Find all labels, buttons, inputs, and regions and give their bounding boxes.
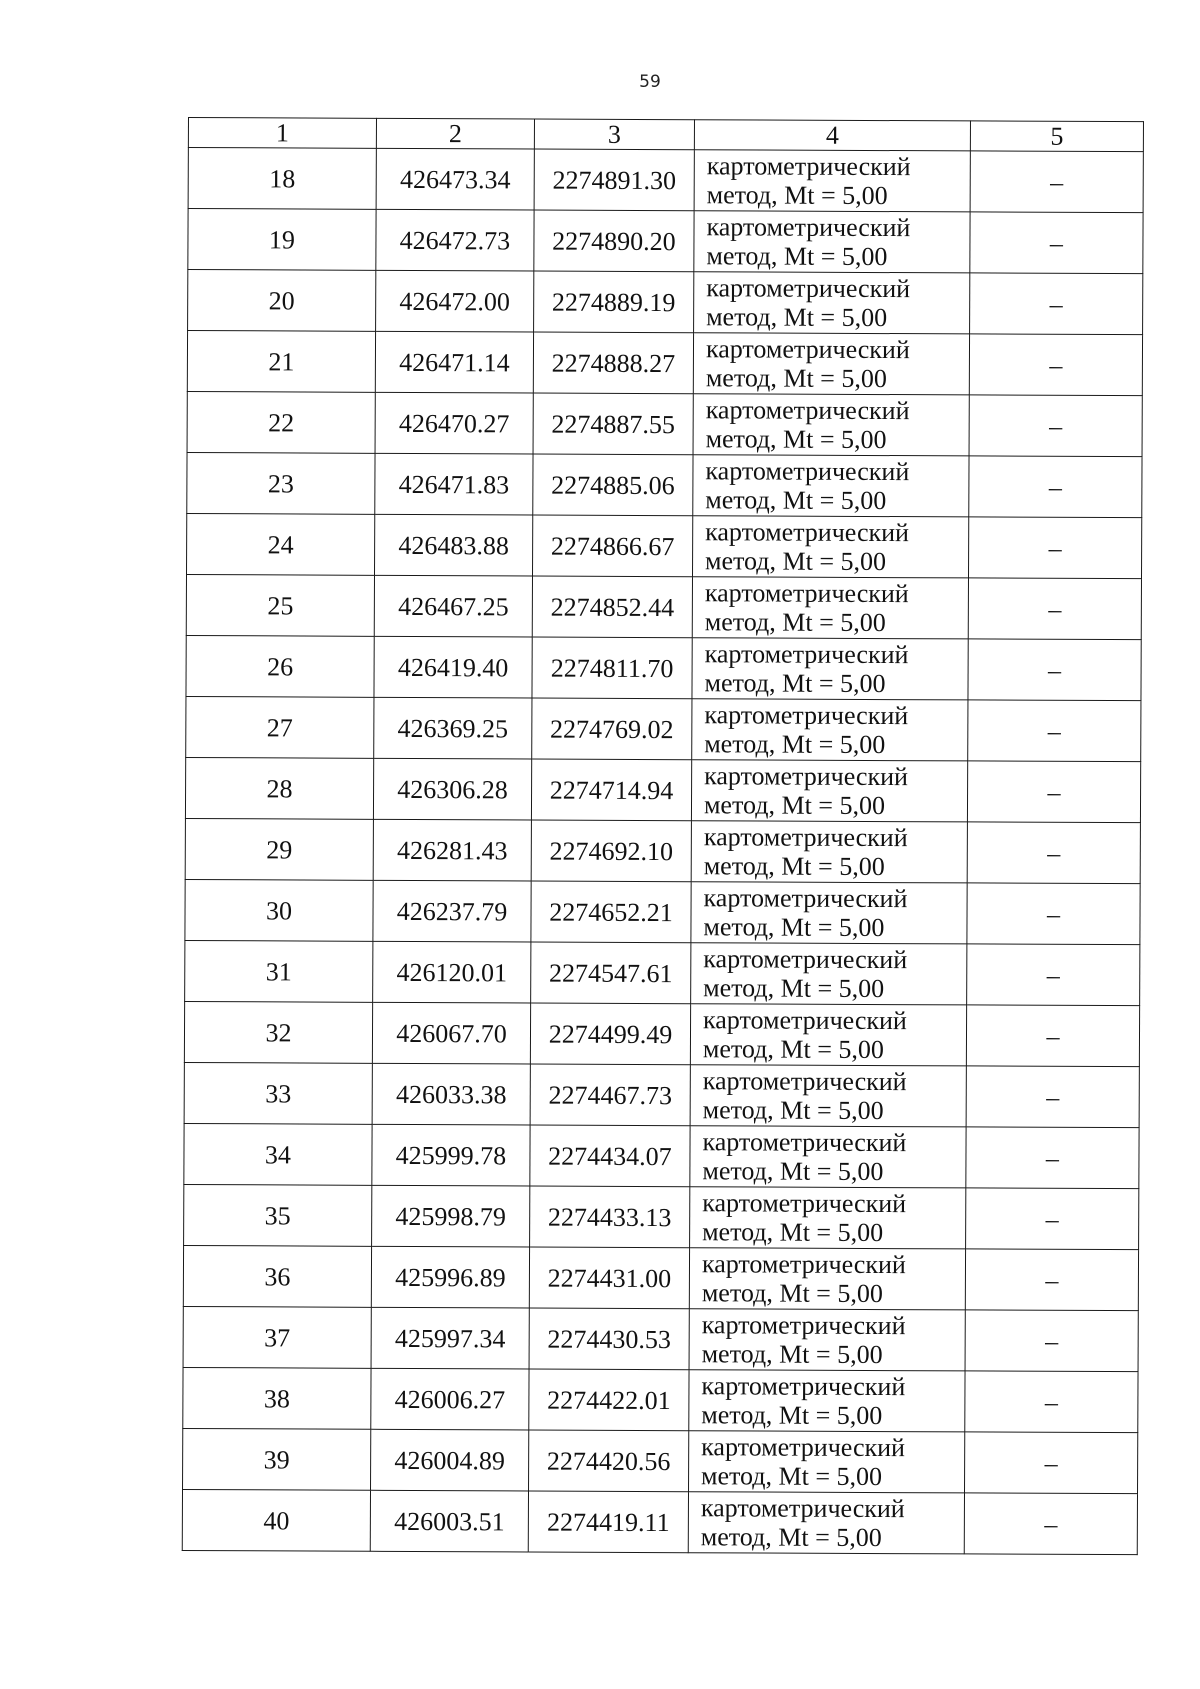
method-cell	[692, 638, 968, 700]
y-coordinate-cell: 2274888.27	[533, 332, 693, 394]
point-number-cell: 33	[184, 1062, 372, 1124]
method-line-2: метод, Mt = 5,00	[706, 302, 888, 333]
method-line-1: картометрический	[705, 517, 910, 548]
y-coordinate-cell: 2274434.07	[530, 1125, 690, 1187]
method-line-1: картометрический	[700, 1493, 905, 1524]
method-line-1: картометрический	[704, 761, 909, 792]
x-coordinate-cell: 425998.79	[372, 1185, 530, 1247]
table-row	[184, 1123, 1139, 1188]
table-row	[186, 574, 1141, 639]
y-coordinate-cell: 2274430.53	[529, 1308, 689, 1370]
method-line-1: картометрический	[706, 151, 911, 182]
method-line-1: картометрический	[703, 883, 908, 914]
table-row	[186, 696, 1141, 761]
y-coordinate-cell: 2274433.13	[530, 1186, 690, 1248]
note-cell: –	[966, 1005, 1139, 1067]
method-line-2: метод, Mt = 5,00	[702, 1217, 884, 1248]
note-cell: –	[968, 517, 1141, 579]
x-coordinate-cell: 426006.27	[371, 1368, 529, 1430]
point-number-cell: 36	[183, 1245, 371, 1307]
table-row	[183, 1245, 1138, 1310]
method-cell	[689, 1431, 965, 1493]
header-col-2: 2	[376, 118, 534, 149]
method-line-2: метод, Mt = 5,00	[703, 912, 885, 943]
header-row	[188, 118, 1143, 152]
note-cell: –	[966, 1127, 1139, 1189]
table-row	[187, 452, 1142, 517]
x-coordinate-cell: 425997.34	[371, 1307, 529, 1369]
note-cell: –	[969, 334, 1142, 396]
method-line-2: метод, Mt = 5,00	[705, 546, 887, 577]
method-cell	[691, 943, 967, 1005]
point-number-cell: 25	[186, 574, 374, 636]
method-line-1: картометрический	[705, 456, 910, 487]
note-cell: –	[967, 883, 1140, 945]
method-cell	[688, 1492, 964, 1554]
point-number-cell: 30	[185, 879, 373, 941]
y-coordinate-cell: 2274890.20	[534, 210, 694, 272]
note-cell: –	[964, 1493, 1137, 1555]
point-number-cell: 26	[186, 635, 374, 697]
method-line-2: метод, Mt = 5,00	[701, 1339, 883, 1370]
point-number-cell: 27	[186, 696, 374, 758]
x-coordinate-cell: 426471.14	[375, 331, 533, 393]
point-number-cell: 21	[187, 331, 375, 393]
method-line-1: картометрический	[706, 273, 911, 304]
method-line-1: картометрический	[703, 944, 908, 975]
y-coordinate-cell: 2274431.00	[529, 1247, 689, 1309]
x-coordinate-cell: 426483.88	[375, 514, 533, 576]
method-cell	[689, 1370, 965, 1432]
y-coordinate-cell: 2274714.94	[531, 759, 691, 821]
method-cell	[694, 150, 970, 212]
note-cell: –	[967, 822, 1140, 884]
point-number-cell: 34	[184, 1123, 372, 1185]
method-cell	[690, 1065, 966, 1127]
point-number-cell: 40	[182, 1489, 370, 1551]
method-line-2: метод, Mt = 5,00	[704, 607, 886, 638]
y-coordinate-cell: 2274885.06	[533, 454, 693, 516]
method-line-1: картометрический	[706, 212, 911, 243]
y-coordinate-cell: 2274652.21	[531, 881, 691, 943]
method-line-2: метод, Mt = 5,00	[704, 729, 886, 760]
table-row	[187, 331, 1142, 396]
note-cell: –	[967, 944, 1140, 1006]
x-coordinate-cell: 426472.73	[376, 209, 534, 271]
y-coordinate-cell: 2274889.19	[534, 271, 694, 333]
note-cell: –	[966, 1188, 1139, 1250]
x-coordinate-cell: 426471.83	[375, 453, 533, 515]
note-cell: –	[970, 151, 1143, 213]
point-number-cell: 29	[185, 818, 373, 880]
method-line-2: метод, Mt = 5,00	[701, 1278, 883, 1309]
table-row	[185, 757, 1140, 822]
table-row	[185, 940, 1140, 1005]
table-row	[182, 1489, 1137, 1554]
table-row	[187, 513, 1142, 578]
note-cell: –	[965, 1310, 1138, 1372]
page-number: 59	[639, 72, 661, 92]
method-cell	[691, 882, 967, 944]
coordinates-table	[182, 117, 1144, 1555]
method-line-2: метод, Mt = 5,00	[702, 1095, 884, 1126]
point-number-cell: 37	[183, 1306, 371, 1368]
table-row	[184, 1062, 1139, 1127]
point-number-cell: 19	[188, 209, 376, 271]
x-coordinate-cell: 426237.79	[373, 880, 531, 942]
method-cell	[691, 821, 967, 883]
x-coordinate-cell: 426003.51	[370, 1490, 528, 1552]
header-col-3: 3	[534, 119, 694, 150]
x-coordinate-cell: 426306.28	[373, 758, 531, 820]
note-cell: –	[970, 212, 1143, 274]
method-cell	[691, 760, 967, 822]
note-cell: –	[965, 1371, 1138, 1433]
table-header	[188, 118, 1143, 152]
y-coordinate-cell: 2274769.02	[532, 698, 692, 760]
note-cell: –	[968, 639, 1141, 701]
x-coordinate-cell: 426472.00	[376, 270, 534, 332]
y-coordinate-cell: 2274811.70	[532, 637, 692, 699]
method-line-2: метод, Mt = 5,00	[703, 851, 885, 882]
method-line-2: метод, Mt = 5,00	[706, 241, 888, 272]
method-line-2: метод, Mt = 5,00	[703, 790, 886, 821]
y-coordinate-cell: 2274887.55	[533, 393, 693, 455]
table-row	[183, 1428, 1138, 1493]
y-coordinate-cell: 2274852.44	[532, 576, 692, 638]
x-coordinate-cell: 426120.01	[373, 941, 531, 1003]
y-coordinate-cell: 2274420.56	[529, 1430, 689, 1492]
note-cell: –	[966, 1066, 1139, 1128]
method-line-2: метод, Mt = 5,00	[705, 424, 887, 455]
point-number-cell: 31	[185, 940, 373, 1002]
note-cell: –	[969, 456, 1142, 518]
point-number-cell: 18	[188, 148, 376, 210]
x-coordinate-cell: 426067.70	[372, 1002, 530, 1064]
point-number-cell: 22	[187, 391, 375, 453]
method-cell	[693, 394, 969, 456]
point-number-cell: 20	[188, 270, 376, 332]
method-line-2: метод, Mt = 5,00	[704, 668, 886, 699]
method-line-1: картометрический	[702, 1127, 907, 1158]
method-cell	[692, 699, 968, 761]
table-row	[183, 1306, 1138, 1371]
header-col-1: 1	[188, 118, 376, 149]
method-cell	[690, 1126, 966, 1188]
point-number-cell: 24	[187, 513, 375, 575]
table-row	[188, 209, 1143, 274]
method-line-1: картометрический	[702, 1066, 907, 1097]
x-coordinate-cell: 426004.89	[371, 1429, 529, 1491]
table-row	[185, 818, 1140, 883]
method-line-1: картометрический	[702, 1188, 907, 1219]
y-coordinate-cell: 2274419.11	[528, 1491, 688, 1553]
method-line-1: картометрический	[701, 1371, 906, 1402]
y-coordinate-cell: 2274866.67	[533, 515, 693, 577]
method-cell	[692, 516, 968, 578]
table-row	[184, 1184, 1139, 1249]
note-cell: –	[965, 1249, 1138, 1311]
x-coordinate-cell: 426470.27	[375, 392, 533, 454]
point-number-cell: 32	[184, 1001, 372, 1063]
method-cell	[692, 577, 968, 639]
method-line-2: метод, Mt = 5,00	[701, 1461, 883, 1492]
note-cell: –	[965, 1432, 1138, 1494]
note-cell: –	[969, 395, 1142, 457]
method-line-1: картометрический	[705, 395, 910, 426]
table-body	[182, 148, 1143, 1555]
header-col-5: 5	[970, 121, 1143, 152]
x-coordinate-cell: 426281.43	[373, 819, 531, 881]
x-coordinate-cell: 426473.34	[376, 148, 534, 210]
method-cell	[694, 272, 970, 334]
y-coordinate-cell: 2274499.49	[530, 1003, 690, 1065]
method-line-1: картометрический	[704, 639, 909, 670]
x-coordinate-cell: 426419.40	[374, 636, 532, 698]
table-row	[186, 635, 1141, 700]
method-line-2: метод, Mt = 5,00	[700, 1522, 882, 1553]
header-col-4: 4	[694, 120, 970, 151]
method-cell	[689, 1248, 965, 1310]
method-line-1: картометрический	[703, 822, 908, 853]
point-number-cell: 39	[183, 1428, 371, 1490]
point-number-cell: 35	[184, 1184, 372, 1246]
note-cell: –	[968, 700, 1141, 762]
table-row	[187, 391, 1142, 456]
x-coordinate-cell: 426033.38	[372, 1063, 530, 1125]
method-cell	[690, 1187, 966, 1249]
table-row	[188, 270, 1143, 335]
point-number-cell: 23	[187, 452, 375, 514]
y-coordinate-cell: 2274422.01	[529, 1369, 689, 1431]
x-coordinate-cell: 426369.25	[374, 697, 532, 759]
method-line-2: метод, Mt = 5,00	[703, 973, 885, 1004]
method-line-1: картометрический	[701, 1310, 906, 1341]
note-cell: –	[970, 273, 1143, 335]
method-line-1: картометрический	[704, 578, 909, 609]
method-line-1: картометрический	[701, 1432, 906, 1463]
method-line-2: метод, Mt = 5,00	[702, 1156, 884, 1187]
note-cell: –	[967, 761, 1140, 823]
x-coordinate-cell: 425996.89	[371, 1246, 529, 1308]
method-line-2: метод, Mt = 5,00	[701, 1400, 883, 1431]
table-row	[184, 1001, 1139, 1066]
method-cell	[693, 455, 969, 517]
method-cell	[693, 333, 969, 395]
y-coordinate-cell: 2274891.30	[534, 149, 694, 211]
method-cell	[694, 211, 970, 273]
method-line-2: метод, Mt = 5,00	[706, 180, 888, 211]
x-coordinate-cell: 426467.25	[374, 575, 532, 637]
method-line-1: картометрический	[701, 1249, 906, 1280]
point-number-cell: 38	[183, 1367, 371, 1429]
method-line-1: картометрический	[703, 1005, 907, 1036]
y-coordinate-cell: 2274547.61	[531, 942, 691, 1004]
method-line-2: метод, Mt = 5,00	[702, 1034, 885, 1065]
point-number-cell: 28	[185, 757, 373, 819]
method-line-2: метод, Mt = 5,00	[705, 485, 887, 516]
table-row	[183, 1367, 1138, 1432]
note-cell: –	[968, 578, 1141, 640]
y-coordinate-cell: 2274467.73	[530, 1064, 690, 1126]
method-cell	[690, 1004, 966, 1066]
x-coordinate-cell: 425999.78	[372, 1124, 530, 1186]
y-coordinate-cell: 2274692.10	[531, 820, 691, 882]
table-row	[188, 148, 1143, 213]
method-cell	[689, 1309, 965, 1371]
method-line-1: картометрический	[704, 700, 909, 731]
table-row	[185, 879, 1140, 944]
method-line-2: метод, Mt = 5,00	[705, 363, 887, 394]
method-line-1: картометрический	[705, 334, 910, 365]
